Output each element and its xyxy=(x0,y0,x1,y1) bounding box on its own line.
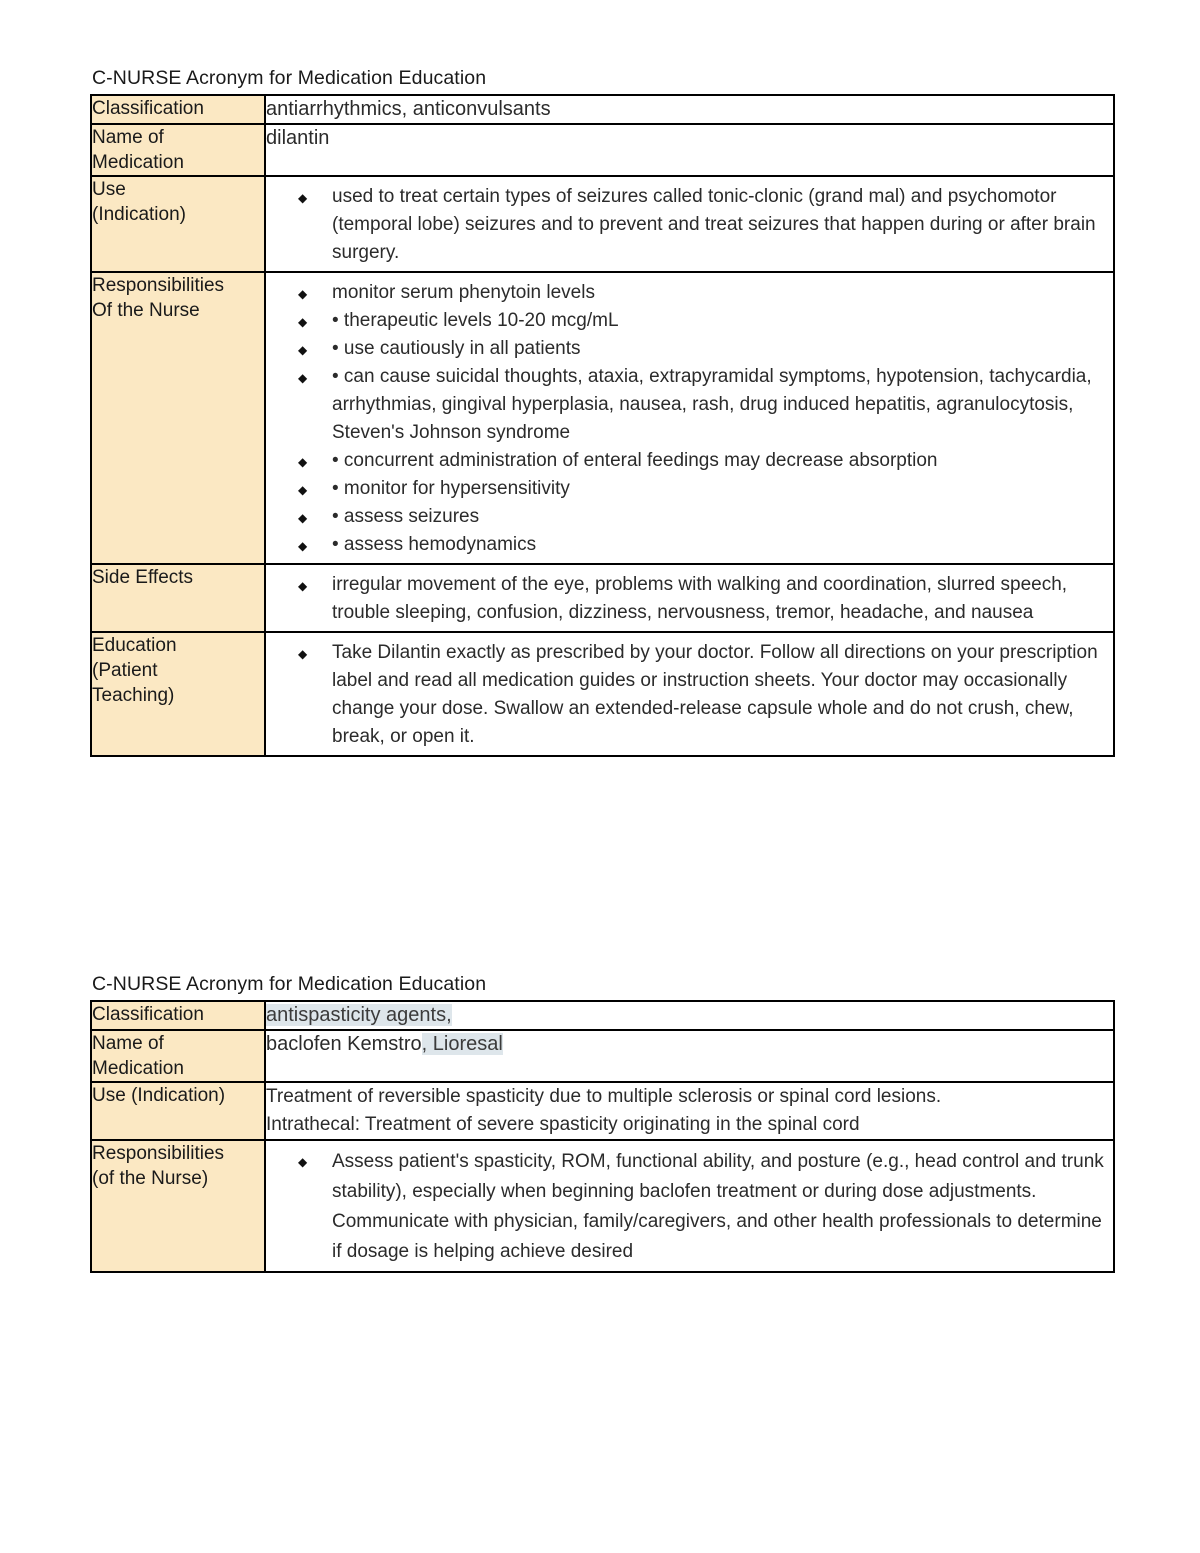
label-line: Medication xyxy=(92,152,184,173)
list-item: ◆ used to treat certain types of seizures called tonic-clonic (grand mal) and psychomotor (temporal lobe) seizures and to prevent and treat seizures that happen during or after brain surgery. xyxy=(298,183,1113,267)
table-row-education xyxy=(91,632,1114,756)
medication-card-2 xyxy=(90,972,1115,1273)
list-item: ◆ • assess seizures xyxy=(298,503,1113,531)
sheet-heading-1: C-NURSE Acronym for Medication Education xyxy=(92,67,487,89)
row-value-use-indication xyxy=(265,1082,1114,1140)
label-line: (Indication) xyxy=(92,204,186,225)
row-label-responsibilities xyxy=(91,1140,265,1272)
row-label-side-effects: Side Effects xyxy=(91,564,265,632)
row-value-name-of-medication: dilantin xyxy=(265,124,1114,176)
list-item: ◆ Take Dilantin exactly as prescribed by your doctor. Follow all directions on your prescription label and read all medication guides or instruction sheets. Your doctor may occasionally change your dose. Swallow an extended-release capsule whole and do not crush, chew, break, or open it. xyxy=(298,639,1113,751)
table-row-name-of-medication xyxy=(91,1030,1114,1082)
row-value-responsibilities xyxy=(265,272,1114,564)
label-line: Of the Nurse xyxy=(92,300,200,321)
bullet-list xyxy=(266,279,1113,559)
list-item: ◆ Assess patient's spasticity, ROM, functional ability, and posture (e.g., head control and trunk stability), especially when beginning baclofen treatment or during dose adjustments. Communicate with physician, family/caregivers, and other health professionals to determine if dosage is helping achieve desired xyxy=(298,1147,1113,1267)
row-value-name-of-medication xyxy=(265,1030,1114,1082)
text-line: Treatment of reversible spasticity due to multiple sclerosis or spinal cord lesions. xyxy=(266,1086,942,1107)
cnurse-table-1 xyxy=(90,94,1115,757)
medication-card-1 xyxy=(90,66,1115,757)
row-label-classification: Classification xyxy=(91,95,265,124)
row-label-classification: Classification xyxy=(91,1001,265,1030)
list-item: ◆ • therapeutic levels 10-20 mcg/mL xyxy=(298,307,1113,335)
list-item: ◆ • assess hemodynamics xyxy=(298,531,1113,559)
label-line: Responsibilities xyxy=(92,1143,225,1164)
list-item: ◆ • use cautiously in all patients xyxy=(298,335,1113,363)
cnurse-table-2 xyxy=(90,1000,1115,1273)
row-value-education xyxy=(265,632,1114,756)
table-row-responsibilities xyxy=(91,1140,1114,1272)
bullet-list xyxy=(266,639,1113,751)
table-row-side-effects xyxy=(91,564,1114,632)
list-item: ◆ • concurrent administration of enteral feedings may decrease absorption xyxy=(298,447,1113,475)
label-line: (of the Nurse) xyxy=(92,1168,209,1189)
table-row-responsibilities xyxy=(91,272,1114,564)
bullet-list xyxy=(266,571,1113,627)
list-item: ◆ • monitor for hypersensitivity xyxy=(298,475,1113,503)
row-label-education xyxy=(91,632,265,756)
label-line: Use xyxy=(92,179,126,200)
row-label-responsibilities xyxy=(91,272,265,564)
table-row-name-of-medication xyxy=(91,124,1114,176)
label-line: (Patient xyxy=(92,660,158,681)
table-row-use-indication xyxy=(91,176,1114,272)
label-line: Name of xyxy=(92,1033,164,1054)
medication-name-text: baclofen Kemstro xyxy=(266,1033,422,1055)
row-label-name-of-medication xyxy=(91,124,265,176)
highlighted-text: , Lioresal xyxy=(421,1033,503,1055)
row-value-side-effects xyxy=(265,564,1114,632)
row-label-use-indication xyxy=(91,176,265,272)
row-value-classification xyxy=(265,1001,1114,1030)
list-item: ◆ irregular movement of the eye, problems with walking and coordination, slurred speech, trouble sleeping, confusion, dizziness, nervousness, tremor, headache, and nausea xyxy=(298,571,1113,627)
label-line: Responsibilities xyxy=(92,275,225,296)
row-value-use-indication xyxy=(265,176,1114,272)
highlighted-text: antispasticity agents, xyxy=(266,1004,452,1026)
row-label-name-of-medication xyxy=(91,1030,265,1082)
text-line: Intrathecal: Treatment of severe spasticity originating in the spinal cord xyxy=(266,1114,860,1135)
row-value-responsibilities xyxy=(265,1140,1114,1272)
label-line: Medication xyxy=(92,1058,184,1079)
list-item: ◆ monitor serum phenytoin levels xyxy=(298,279,1113,307)
label-line: Teaching) xyxy=(92,685,175,706)
row-label-use-indication: Use (Indication) xyxy=(91,1082,265,1140)
row-value-classification: antiarrhythmics, anticonvulsants xyxy=(265,95,1114,124)
list-item: ◆ • can cause suicidal thoughts, ataxia, extrapyramidal symptoms, hypotension, tachycardia, arrhythmias, gingival hyperplasia, nausea, rash, drug induced hepatitis, agranulocytosis, Steven's Johnson syndrome xyxy=(298,363,1113,447)
sheet-heading-2: C-NURSE Acronym for Medication Education xyxy=(92,973,487,995)
bullet-list xyxy=(266,1147,1113,1267)
label-line: Education xyxy=(92,635,177,656)
table-row-classification xyxy=(91,1001,1114,1030)
bullet-list xyxy=(266,183,1113,267)
label-line: Name of xyxy=(92,127,164,148)
table-row-classification xyxy=(91,95,1114,124)
table-row-use-indication xyxy=(91,1082,1114,1140)
